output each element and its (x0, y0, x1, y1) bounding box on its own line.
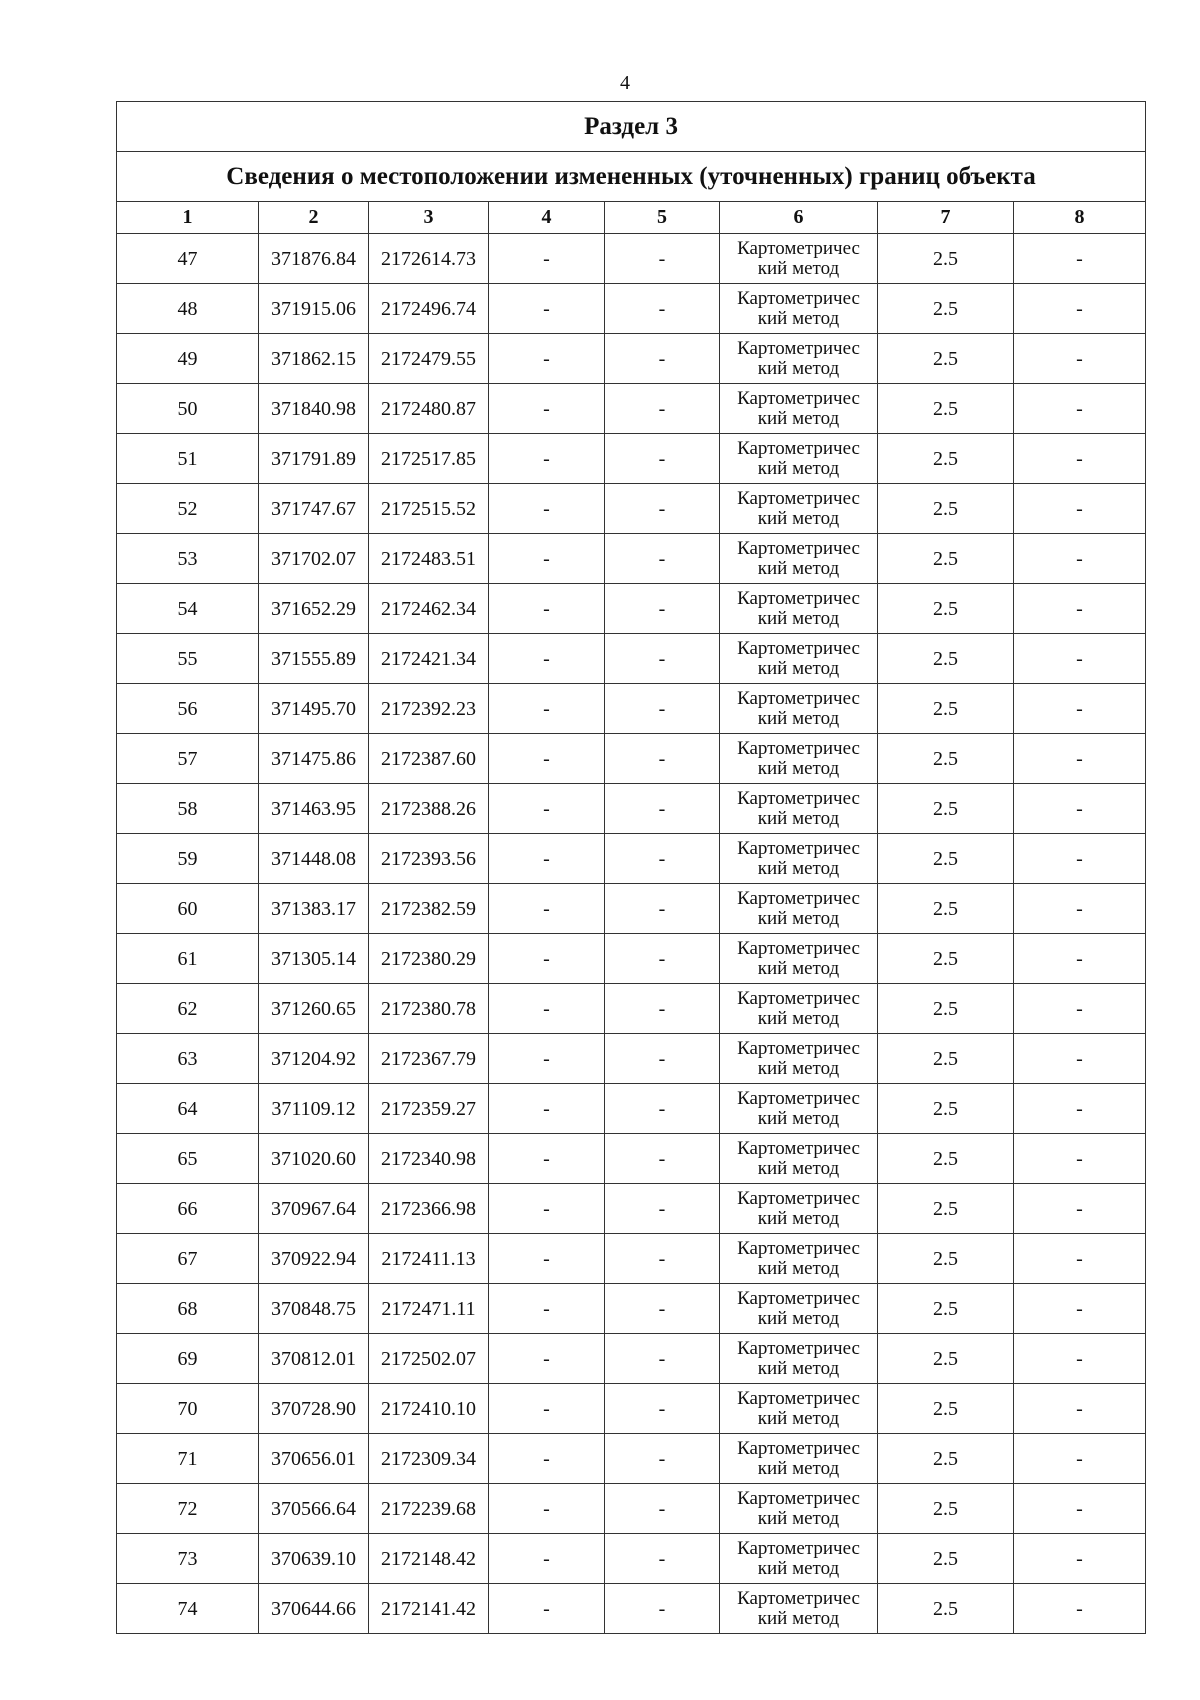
column-5-cell: - (605, 834, 720, 884)
y-coordinate-cell: 2172380.29 (369, 934, 489, 984)
column-5-cell: - (605, 1184, 720, 1234)
column-header: 6 (720, 202, 878, 234)
column-4-cell: - (489, 1534, 605, 1584)
accuracy-cell: 2.5 (878, 1584, 1014, 1634)
column-5-cell: - (605, 1584, 720, 1634)
method-cell: Картометричес кий метод (720, 484, 878, 534)
y-coordinate-cell: 2172411.13 (369, 1234, 489, 1284)
method-cell: Картометричес кий метод (720, 1184, 878, 1234)
table-row (117, 484, 1146, 534)
table-row (117, 984, 1146, 1034)
point-number-cell: 49 (117, 334, 259, 384)
x-coordinate-cell: 370728.90 (259, 1384, 369, 1434)
table-row (117, 1384, 1146, 1434)
method-cell: Картометричес кий метод (720, 1534, 878, 1584)
column-4-cell: - (489, 884, 605, 934)
column-8-cell: - (1014, 984, 1146, 1034)
point-number-cell: 61 (117, 934, 259, 984)
x-coordinate-cell: 370922.94 (259, 1234, 369, 1284)
x-coordinate-cell: 371495.70 (259, 684, 369, 734)
column-header: 3 (369, 202, 489, 234)
x-coordinate-cell: 371305.14 (259, 934, 369, 984)
column-8-cell: - (1014, 1184, 1146, 1234)
method-cell: Картометричес кий метод (720, 1484, 878, 1534)
y-coordinate-cell: 2172148.42 (369, 1534, 489, 1584)
accuracy-cell: 2.5 (878, 734, 1014, 784)
y-coordinate-cell: 2172480.87 (369, 384, 489, 434)
column-5-cell: - (605, 884, 720, 934)
table-row (117, 1584, 1146, 1634)
point-number-cell: 70 (117, 1384, 259, 1434)
method-cell: Картометричес кий метод (720, 634, 878, 684)
point-number-cell: 54 (117, 584, 259, 634)
column-4-cell: - (489, 984, 605, 1034)
column-4-cell: - (489, 434, 605, 484)
y-coordinate-cell: 2172479.55 (369, 334, 489, 384)
x-coordinate-cell: 371747.67 (259, 484, 369, 534)
column-8-cell: - (1014, 734, 1146, 784)
column-4-cell: - (489, 834, 605, 884)
column-8-cell: - (1014, 484, 1146, 534)
section-title: Раздел 3 (117, 102, 1146, 152)
column-5-cell: - (605, 984, 720, 1034)
table-row (117, 534, 1146, 584)
accuracy-cell: 2.5 (878, 834, 1014, 884)
column-8-cell: - (1014, 1134, 1146, 1184)
y-coordinate-cell: 2172483.51 (369, 534, 489, 584)
table-row (117, 284, 1146, 334)
y-coordinate-cell: 2172462.34 (369, 584, 489, 634)
x-coordinate-cell: 370644.66 (259, 1584, 369, 1634)
y-coordinate-cell: 2172380.78 (369, 984, 489, 1034)
column-4-cell: - (489, 334, 605, 384)
point-number-cell: 51 (117, 434, 259, 484)
y-coordinate-cell: 2172410.10 (369, 1384, 489, 1434)
y-coordinate-cell: 2172515.52 (369, 484, 489, 534)
method-cell: Картометричес кий метод (720, 434, 878, 484)
x-coordinate-cell: 371448.08 (259, 834, 369, 884)
x-coordinate-cell: 370812.01 (259, 1334, 369, 1384)
x-coordinate-cell: 371915.06 (259, 284, 369, 334)
x-coordinate-cell: 370848.75 (259, 1284, 369, 1334)
table-row (117, 384, 1146, 434)
column-4-cell: - (489, 1434, 605, 1484)
point-number-cell: 53 (117, 534, 259, 584)
table-row (117, 584, 1146, 634)
accuracy-cell: 2.5 (878, 984, 1014, 1034)
column-5-cell: - (605, 1334, 720, 1384)
column-5-cell: - (605, 1384, 720, 1434)
method-cell: Картометричес кий метод (720, 584, 878, 634)
table-row (117, 1534, 1146, 1584)
column-4-cell: - (489, 284, 605, 334)
table-row (117, 784, 1146, 834)
column-8-cell: - (1014, 834, 1146, 884)
accuracy-cell: 2.5 (878, 434, 1014, 484)
table-row (117, 1334, 1146, 1384)
column-4-cell: - (489, 234, 605, 284)
column-8-cell: - (1014, 1084, 1146, 1134)
y-coordinate-cell: 2172471.11 (369, 1284, 489, 1334)
y-coordinate-cell: 2172309.34 (369, 1434, 489, 1484)
accuracy-cell: 2.5 (878, 684, 1014, 734)
column-4-cell: - (489, 684, 605, 734)
method-cell: Картометричес кий метод (720, 334, 878, 384)
method-cell: Картометричес кий метод (720, 1284, 878, 1334)
accuracy-cell: 2.5 (878, 1534, 1014, 1584)
point-number-cell: 72 (117, 1484, 259, 1534)
column-4-cell: - (489, 1334, 605, 1384)
method-cell: Картометричес кий метод (720, 384, 878, 434)
column-header: 5 (605, 202, 720, 234)
table-row (117, 1484, 1146, 1534)
column-4-cell: - (489, 1584, 605, 1634)
x-coordinate-cell: 371463.95 (259, 784, 369, 834)
column-8-cell: - (1014, 534, 1146, 584)
column-8-cell: - (1014, 1334, 1146, 1384)
column-5-cell: - (605, 584, 720, 634)
column-4-cell: - (489, 584, 605, 634)
table-row (117, 734, 1146, 784)
point-number-cell: 50 (117, 384, 259, 434)
column-5-cell: - (605, 1234, 720, 1284)
point-number-cell: 69 (117, 1334, 259, 1384)
accuracy-cell: 2.5 (878, 884, 1014, 934)
column-5-cell: - (605, 1484, 720, 1534)
table-row (117, 1434, 1146, 1484)
column-8-cell: - (1014, 1534, 1146, 1584)
table-row (117, 834, 1146, 884)
method-cell: Картометричес кий метод (720, 1234, 878, 1284)
column-8-cell: - (1014, 934, 1146, 984)
column-8-cell: - (1014, 284, 1146, 334)
column-4-cell: - (489, 1034, 605, 1084)
column-4-cell: - (489, 384, 605, 434)
point-number-cell: 56 (117, 684, 259, 734)
table-row (117, 334, 1146, 384)
column-4-cell: - (489, 1084, 605, 1134)
point-number-cell: 63 (117, 1034, 259, 1084)
point-number-cell: 47 (117, 234, 259, 284)
column-8-cell: - (1014, 684, 1146, 734)
y-coordinate-cell: 2172392.23 (369, 684, 489, 734)
table-row (117, 1084, 1146, 1134)
x-coordinate-cell: 371876.84 (259, 234, 369, 284)
column-8-cell: - (1014, 1284, 1146, 1334)
method-cell: Картометричес кий метод (720, 934, 878, 984)
point-number-cell: 65 (117, 1134, 259, 1184)
column-5-cell: - (605, 934, 720, 984)
x-coordinate-cell: 370967.64 (259, 1184, 369, 1234)
x-coordinate-cell: 371791.89 (259, 434, 369, 484)
column-header: 2 (259, 202, 369, 234)
point-number-cell: 68 (117, 1284, 259, 1334)
y-coordinate-cell: 2172393.56 (369, 834, 489, 884)
x-coordinate-cell: 371109.12 (259, 1084, 369, 1134)
y-coordinate-cell: 2172388.26 (369, 784, 489, 834)
column-5-cell: - (605, 1134, 720, 1184)
accuracy-cell: 2.5 (878, 1434, 1014, 1484)
y-coordinate-cell: 2172359.27 (369, 1084, 489, 1134)
x-coordinate-cell: 371383.17 (259, 884, 369, 934)
column-8-cell: - (1014, 1434, 1146, 1484)
table-row (117, 1234, 1146, 1284)
method-cell: Картометричес кий метод (720, 1434, 878, 1484)
y-coordinate-cell: 2172382.59 (369, 884, 489, 934)
point-number-cell: 74 (117, 1584, 259, 1634)
column-4-cell: - (489, 634, 605, 684)
table-row (117, 634, 1146, 684)
point-number-cell: 57 (117, 734, 259, 784)
column-5-cell: - (605, 534, 720, 584)
method-cell: Картометричес кий метод (720, 834, 878, 884)
y-coordinate-cell: 2172502.07 (369, 1334, 489, 1384)
table-row (117, 434, 1146, 484)
column-8-cell: - (1014, 634, 1146, 684)
method-cell: Картометричес кий метод (720, 984, 878, 1034)
x-coordinate-cell: 371260.65 (259, 984, 369, 1034)
method-cell: Картометричес кий метод (720, 784, 878, 834)
column-5-cell: - (605, 784, 720, 834)
method-cell: Картометричес кий метод (720, 1584, 878, 1634)
method-cell: Картометричес кий метод (720, 1134, 878, 1184)
column-header: 8 (1014, 202, 1146, 234)
column-5-cell: - (605, 1534, 720, 1584)
table-body (117, 234, 1146, 1634)
accuracy-cell: 2.5 (878, 934, 1014, 984)
table-row (117, 1034, 1146, 1084)
column-header-row (117, 202, 1146, 234)
accuracy-cell: 2.5 (878, 784, 1014, 834)
point-number-cell: 71 (117, 1434, 259, 1484)
point-number-cell: 67 (117, 1234, 259, 1284)
table-row (117, 234, 1146, 284)
x-coordinate-cell: 371840.98 (259, 384, 369, 434)
y-coordinate-cell: 2172367.79 (369, 1034, 489, 1084)
x-coordinate-cell: 370639.10 (259, 1534, 369, 1584)
page-number: 4 (620, 72, 630, 94)
accuracy-cell: 2.5 (878, 634, 1014, 684)
accuracy-cell: 2.5 (878, 1134, 1014, 1184)
column-8-cell: - (1014, 1484, 1146, 1534)
point-number-cell: 62 (117, 984, 259, 1034)
column-5-cell: - (605, 1084, 720, 1134)
x-coordinate-cell: 371020.60 (259, 1134, 369, 1184)
column-5-cell: - (605, 434, 720, 484)
table-row (117, 934, 1146, 984)
method-cell: Картометричес кий метод (720, 234, 878, 284)
accuracy-cell: 2.5 (878, 284, 1014, 334)
column-4-cell: - (489, 934, 605, 984)
table-row (117, 684, 1146, 734)
column-4-cell: - (489, 1234, 605, 1284)
column-8-cell: - (1014, 1384, 1146, 1434)
method-cell: Картометричес кий метод (720, 684, 878, 734)
y-coordinate-cell: 2172141.42 (369, 1584, 489, 1634)
y-coordinate-cell: 2172387.60 (369, 734, 489, 784)
column-8-cell: - (1014, 1584, 1146, 1634)
x-coordinate-cell: 371702.07 (259, 534, 369, 584)
accuracy-cell: 2.5 (878, 1484, 1014, 1534)
column-header: 1 (117, 202, 259, 234)
method-cell: Картометричес кий метод (720, 734, 878, 784)
x-coordinate-cell: 371475.86 (259, 734, 369, 784)
column-header: 7 (878, 202, 1014, 234)
column-4-cell: - (489, 1184, 605, 1234)
column-4-cell: - (489, 784, 605, 834)
column-5-cell: - (605, 634, 720, 684)
method-cell: Картометричес кий метод (720, 1334, 878, 1384)
column-4-cell: - (489, 1484, 605, 1534)
y-coordinate-cell: 2172421.34 (369, 634, 489, 684)
point-number-cell: 52 (117, 484, 259, 534)
accuracy-cell: 2.5 (878, 584, 1014, 634)
column-5-cell: - (605, 684, 720, 734)
method-cell: Картометричес кий метод (720, 284, 878, 334)
column-4-cell: - (489, 534, 605, 584)
accuracy-cell: 2.5 (878, 384, 1014, 434)
point-number-cell: 59 (117, 834, 259, 884)
y-coordinate-cell: 2172366.98 (369, 1184, 489, 1234)
column-8-cell: - (1014, 584, 1146, 634)
point-number-cell: 58 (117, 784, 259, 834)
accuracy-cell: 2.5 (878, 334, 1014, 384)
accuracy-cell: 2.5 (878, 1284, 1014, 1334)
point-number-cell: 73 (117, 1534, 259, 1584)
y-coordinate-cell: 2172340.98 (369, 1134, 489, 1184)
column-4-cell: - (489, 1384, 605, 1434)
column-8-cell: - (1014, 1234, 1146, 1284)
column-5-cell: - (605, 234, 720, 284)
x-coordinate-cell: 370656.01 (259, 1434, 369, 1484)
point-number-cell: 60 (117, 884, 259, 934)
column-5-cell: - (605, 1034, 720, 1084)
method-cell: Картометричес кий метод (720, 534, 878, 584)
accuracy-cell: 2.5 (878, 484, 1014, 534)
column-5-cell: - (605, 384, 720, 434)
column-5-cell: - (605, 734, 720, 784)
accuracy-cell: 2.5 (878, 1184, 1014, 1234)
column-5-cell: - (605, 284, 720, 334)
column-8-cell: - (1014, 334, 1146, 384)
point-number-cell: 48 (117, 284, 259, 334)
column-8-cell: - (1014, 1034, 1146, 1084)
column-4-cell: - (489, 484, 605, 534)
point-number-cell: 66 (117, 1184, 259, 1234)
x-coordinate-cell: 370566.64 (259, 1484, 369, 1534)
column-4-cell: - (489, 1134, 605, 1184)
accuracy-cell: 2.5 (878, 1084, 1014, 1134)
column-5-cell: - (605, 334, 720, 384)
method-cell: Картометричес кий метод (720, 1034, 878, 1084)
column-8-cell: - (1014, 884, 1146, 934)
method-cell: Картометричес кий метод (720, 1084, 878, 1134)
y-coordinate-cell: 2172517.85 (369, 434, 489, 484)
method-cell: Картометричес кий метод (720, 884, 878, 934)
x-coordinate-cell: 371555.89 (259, 634, 369, 684)
table-row (117, 1184, 1146, 1234)
accuracy-cell: 2.5 (878, 234, 1014, 284)
column-8-cell: - (1014, 434, 1146, 484)
accuracy-cell: 2.5 (878, 534, 1014, 584)
point-number-cell: 55 (117, 634, 259, 684)
column-5-cell: - (605, 1434, 720, 1484)
accuracy-cell: 2.5 (878, 1384, 1014, 1434)
point-number-cell: 64 (117, 1084, 259, 1134)
table-row (117, 1134, 1146, 1184)
section-subtitle: Сведения о местоположении измененных (уточненных) границ объекта (117, 152, 1146, 202)
column-8-cell: - (1014, 384, 1146, 434)
column-8-cell: - (1014, 784, 1146, 834)
column-5-cell: - (605, 484, 720, 534)
y-coordinate-cell: 2172614.73 (369, 234, 489, 284)
column-4-cell: - (489, 1284, 605, 1334)
y-coordinate-cell: 2172239.68 (369, 1484, 489, 1534)
column-4-cell: - (489, 734, 605, 784)
accuracy-cell: 2.5 (878, 1034, 1014, 1084)
x-coordinate-cell: 371204.92 (259, 1034, 369, 1084)
table-row (117, 1284, 1146, 1334)
column-5-cell: - (605, 1284, 720, 1334)
coordinates-table (116, 101, 1146, 1634)
x-coordinate-cell: 371652.29 (259, 584, 369, 634)
column-header: 4 (489, 202, 605, 234)
y-coordinate-cell: 2172496.74 (369, 284, 489, 334)
accuracy-cell: 2.5 (878, 1334, 1014, 1384)
table-row (117, 884, 1146, 934)
accuracy-cell: 2.5 (878, 1234, 1014, 1284)
method-cell: Картометричес кий метод (720, 1384, 878, 1434)
column-8-cell: - (1014, 234, 1146, 284)
x-coordinate-cell: 371862.15 (259, 334, 369, 384)
